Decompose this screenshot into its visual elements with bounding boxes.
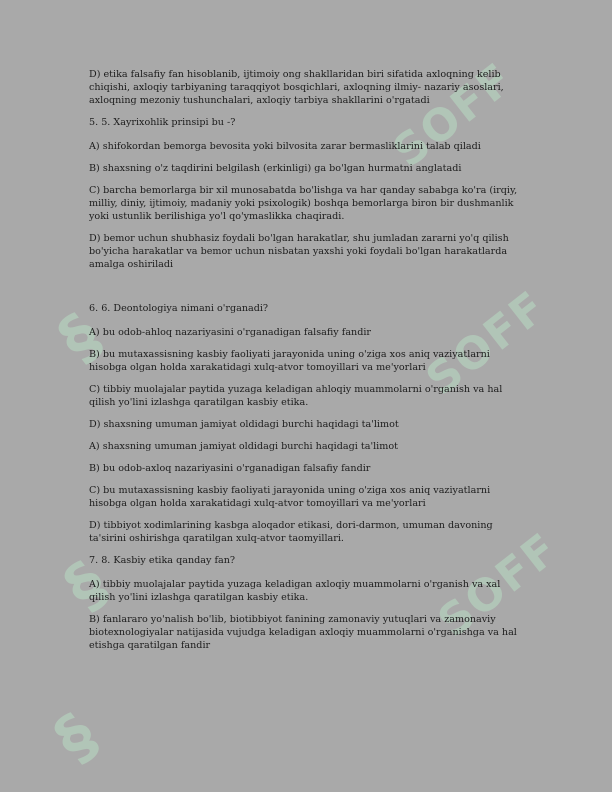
watermark-logo: § [51,545,122,624]
answer-option: D) shaxsning umuman jamiyat oldidagi burchi haqidagi ta'limot [89,419,399,430]
watermark-text: SOFF [428,523,569,648]
question-heading: 6. 6. Deontologiya nimani o'rganadi? [89,303,269,314]
answer-option: D) etika falsafiy fan hisoblanib, ijtimoiy ong shakllaridan biri sifatida axloqning kelib chiqishi, axloqiy tarbiyaning taraqqiyot bosqichlari, axloqning ilmiy- nazariy asoslari, axloqning mezoniy tushunchalari, axloqiy tarbiya shakllarini o'rgatadi [89,69,504,106]
answer-option: B) fanlararo yo'nalish bo'lib, biotibbiyot fanining zamonaviy yutuqlari va zamonaviy biotexnologiyalar natijasida vujudga keladigan axloqiy muammolarni o'rganishga va hal etishga qaratilgan fandir [89,614,517,651]
answer-option: B) bu mutaxassisning kasbiy faoliyati jarayonida uning o'ziga xos aniq vaziyatlarni hisobga olgan holda xarakatidagi xulq-atvor tomoyillari va me'yorlari [89,349,490,373]
watermark-text: SOFF [416,281,557,406]
answer-option: B) shaxsning o'z taqdirini belgilash (erkinligi) ga bo'lgan hurmatni anglatadi [89,163,462,174]
answer-option: C) tibbiy muolajalar paytida yuzaga keladigan ahloqiy muammolarni o'rganish va hal qilish yo'lini izlashga qaratilgan kasbiy etika. [89,384,503,408]
answer-option: A) shifokordan bemorga bevosita yoki bilvosita zarar bermasliklarini talab qiladi [89,141,481,152]
section-gap [89,280,529,302]
question-heading: 5. 5. Xayrixohlik prinsipi bu -? [89,117,236,128]
watermark-logo: § [45,297,116,376]
answer-option: C) barcha bemorlarga bir xil munosabatda bo'lishga va har qanday sababga ko'ra (irqiy, milliy, diniy, ijtimoiy, madaniy yoki psixologik) boshqa bemorlarga biron bir dushmanlik yoki ustunlik berilishiga yo'l qo'ymaslikka chaqiradi. [89,185,518,222]
answer-option: A) bu odob-ahloq nazariyasini o'rganadigan falsafiy fandir [89,327,372,338]
question-heading: 7. 8. Kasbiy etika qanday fan? [89,555,236,566]
answer-option: A) tibbiy muolajalar paytida yuzaga keladigan axloqiy muammolarni o'rganish va xal qilish yo'lini izlashga qaratilgan kasbiy etika. [89,579,501,603]
answer-option: D) tibbiyot xodimlarining kasbga aloqador etikasi, dori-darmon, umuman davoning ta'sirini oshirishga qaratilgan xulq-atvor taomyillari. [89,520,493,544]
answer-option: D) bemor uchun shubhasiz foydali bo'lgan harakatlar, shu jumladan zararni yo'q qilish bo'yicha harakatlar va bemor uchun nisbatan yaxshi yoki foydali bo'lgan harakatlarda amalga oshiriladi [89,233,509,270]
answer-option: B) bu odob-axloq nazariyasini o'rganadigan falsafiy fandir [89,463,371,474]
answer-option: A) shaxsning umuman jamiyat oldidagi burchi haqidagi ta'limot [89,441,398,452]
answer-option: C) bu mutaxassisning kasbiy faoliyati jarayonida uning o'ziga xos aniq vaziyatlarni hisobga olgan holda xarakatidagi xulq-atvor tomoyillari va me'yorlari [89,485,491,509]
watermark-logo: § [41,697,112,776]
document-body [89,68,529,661]
watermark-text: SOFF [383,53,524,178]
